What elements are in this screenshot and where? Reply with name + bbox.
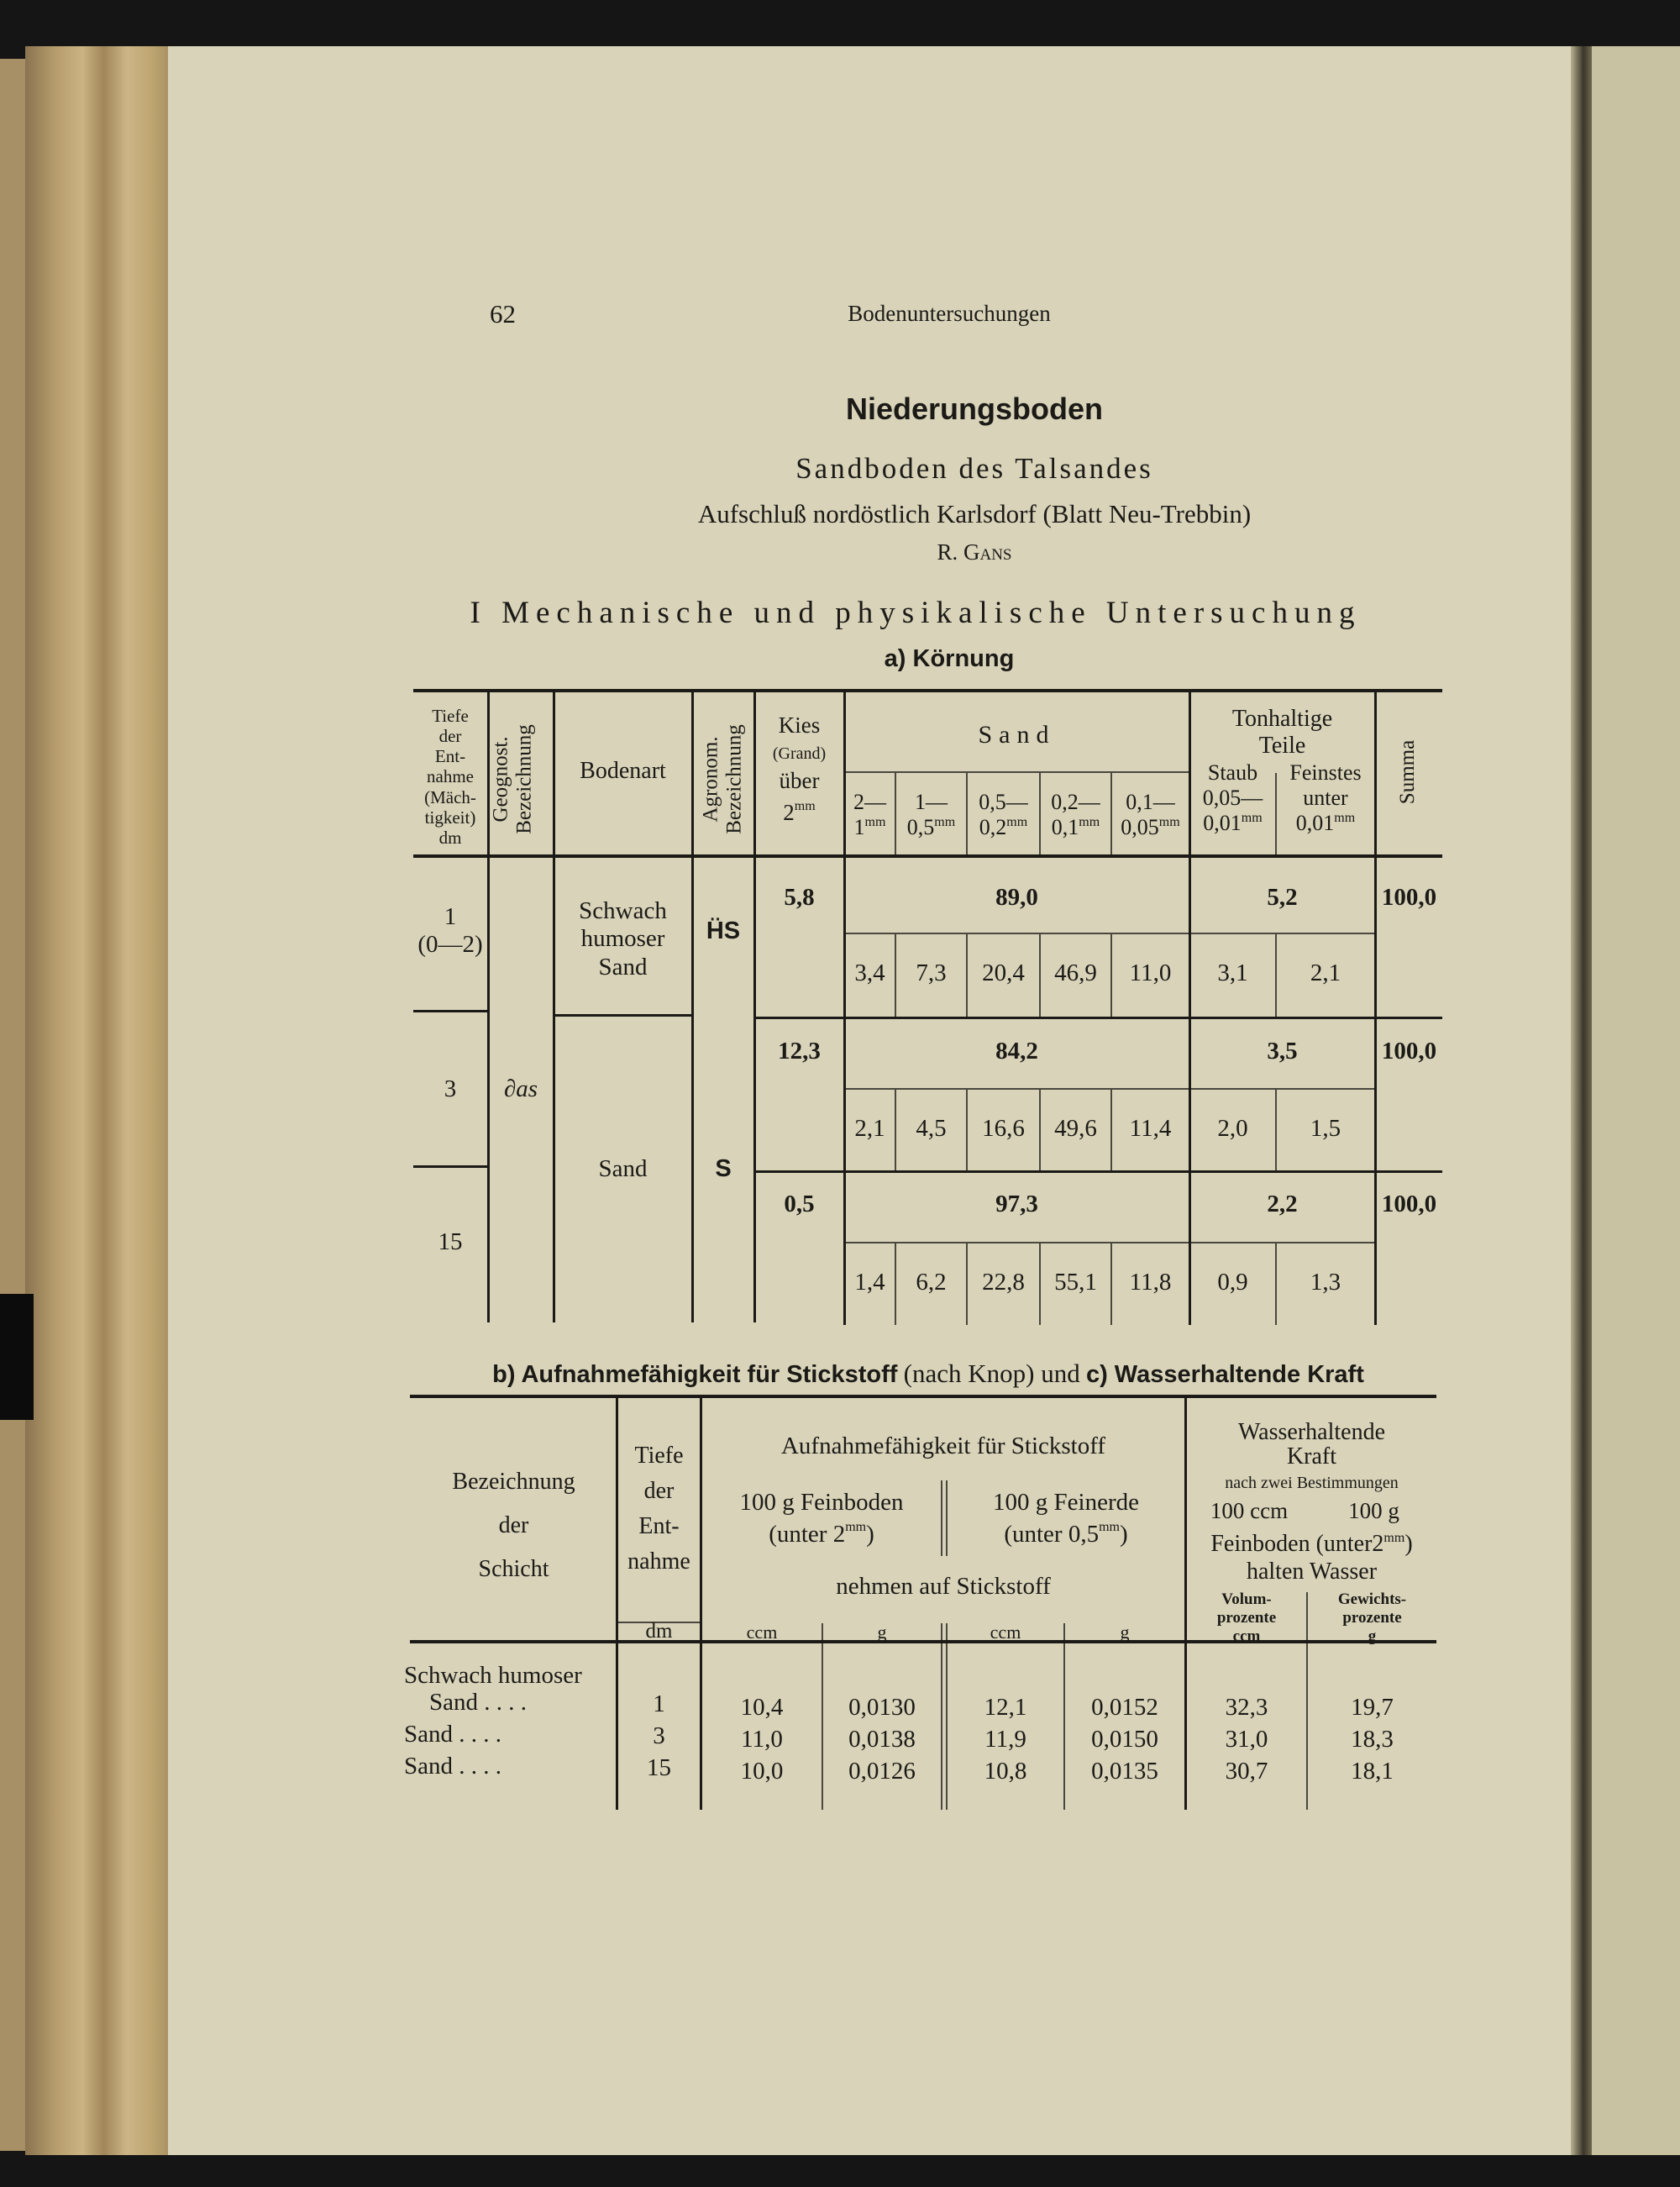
row1-agronom: ḦS: [706, 917, 741, 944]
page-title: Niederungsboden: [845, 392, 1104, 426]
row2-sand-4: 11,4: [1129, 1115, 1172, 1142]
section2-heading: b) Aufnahmefähigkeit für Stickstoff (nach Knop) und c) Wasserhaltende Kraft: [492, 1359, 1364, 1388]
row3-sand-0: 1,4: [854, 1269, 885, 1296]
t2-row2-name: Sand . . . .: [404, 1721, 501, 1748]
t2-row2-v2: 11,9: [984, 1726, 1026, 1753]
t2-row1-v1: 0,0130: [848, 1694, 916, 1721]
t2-row2-v3: 0,0150: [1091, 1726, 1158, 1753]
t2-row2-tiefe: 3: [653, 1722, 665, 1749]
header-sand-2-1: 2— $1^{mm}$: [853, 790, 886, 839]
t2-row1-v4: 32,3: [1225, 1694, 1268, 1721]
t2-row3-v3: 0,0135: [1091, 1758, 1158, 1785]
t2-row1-v5: 19,7: [1351, 1694, 1394, 1721]
header-sand-02-01: 0,2— $0,1^{mm}$: [1051, 790, 1100, 839]
book-page: [168, 46, 1571, 2155]
header-kies: Kies (Grand) über $2^{mm}$: [772, 712, 827, 825]
header-bodenart: Bodenart: [580, 758, 666, 784]
t2-header-bezeichnung: Bezeichnung der Schicht: [452, 1469, 575, 1582]
row3-sand-3: 55,1: [1054, 1269, 1097, 1296]
row1-sand-4: 11,0: [1129, 959, 1172, 986]
row2-agronom: S: [715, 1155, 732, 1182]
header-sand-1-05: 1— $0,5^{mm}$: [906, 790, 956, 839]
row2-ton-0: 2,0: [1217, 1115, 1248, 1142]
row1-sand-2: 20,4: [982, 959, 1025, 986]
t2-row1-v2: 12,1: [984, 1694, 1027, 1721]
header-sand: Sand: [978, 721, 1056, 749]
t2-header-feinerde: 100 g Feinerde (unter $0,5^{mm}$): [993, 1489, 1139, 1548]
geognost-value: ∂as: [503, 1075, 538, 1102]
t2-header-dm: dm: [645, 1620, 673, 1643]
row3-sand-total: 97,3: [995, 1191, 1038, 1217]
t2-unit-ccm-2: ccm: [990, 1622, 1021, 1643]
header-sand-05-02: 0,5— $0,2^{mm}$: [979, 790, 1028, 839]
right-page-edge: [1592, 46, 1680, 2155]
t2-row1-name: Schwach humoser Sand . . . .: [404, 1662, 582, 1716]
row2-sand-1: 4,5: [916, 1115, 947, 1142]
t2-unit-ccm-1: ccm: [746, 1622, 778, 1643]
t2-row2-v1: 0,0138: [848, 1726, 916, 1753]
t2-header-wasser: Wasserhaltende Kraft: [1238, 1419, 1385, 1470]
row1-ton-1: 2,1: [1310, 959, 1341, 986]
row2-bodenart: Sand: [598, 1155, 648, 1182]
t2-row3-tiefe: 15: [647, 1754, 671, 1781]
row1-summa: 100,0: [1381, 884, 1437, 911]
t2-row3-v0: 10,0: [740, 1758, 784, 1785]
row3-ton-0: 0,9: [1217, 1269, 1248, 1296]
row1-sand-3: 46,9: [1054, 959, 1097, 986]
header-sand-01-005: 0,1— $0,05^{mm}$: [1121, 790, 1180, 839]
row2-kies: 12,3: [778, 1038, 821, 1065]
header-summa: Summa: [1396, 739, 1419, 805]
binding-clip: [0, 1294, 34, 1420]
row1-ton-0: 3,1: [1217, 959, 1248, 986]
t2-header-feinboden: 100 g Feinboden (unter $2^{mm}$): [739, 1489, 904, 1548]
header-tiefe: Tiefe der Ent- nahme (Mäch- tigkeit) dm: [424, 706, 476, 848]
row3-sand-1: 6,2: [916, 1269, 947, 1296]
row3-kies: 0,5: [784, 1191, 815, 1217]
header-tonhaltige: Tonhaltige Teile: [1231, 706, 1333, 760]
row3-summa: 100,0: [1381, 1191, 1437, 1217]
header-geognost: Geognost. Bezeichnung: [489, 724, 535, 834]
t2-unit-g-1: g: [877, 1622, 887, 1643]
author: R. Gans: [937, 539, 1012, 565]
t2-header-volum: Volum- prozente ccm: [1216, 1590, 1277, 1645]
t2-header-wasser-note: nach zwei Bestimmungen: [1225, 1474, 1399, 1492]
header-feinstes: Feinstes unter $0,01^{mm}$: [1289, 760, 1362, 835]
row2-summa: 100,0: [1381, 1038, 1437, 1065]
t2-row2-v0: 11,0: [741, 1726, 783, 1753]
t2-header-aufnahme: Aufnahmefähigkeit für Stickstoff: [780, 1433, 1106, 1459]
t2-row2-v4: 31,0: [1225, 1726, 1268, 1753]
row3-tiefe: 15: [438, 1228, 463, 1255]
row1-tiefe: 1 (0—2): [417, 903, 483, 959]
row3-sand-4: 11,8: [1129, 1269, 1172, 1296]
row2-sand-3: 49,6: [1054, 1115, 1097, 1142]
running-title: Bodenuntersuchungen: [848, 301, 1051, 326]
t2-row3-v4: 30,7: [1225, 1758, 1268, 1785]
t2-row3-v5: 18,1: [1351, 1758, 1394, 1785]
row3-sand-2: 22,8: [982, 1269, 1025, 1296]
t2-row1-v3: 0,0152: [1091, 1694, 1158, 1721]
t2-header-100g: 100 g: [1348, 1498, 1399, 1523]
t2-row3-name: Sand . . . .: [404, 1753, 501, 1780]
t2-unit-g-2: g: [1120, 1622, 1130, 1643]
row1-bodenart: Schwach humoser Sand: [579, 897, 667, 980]
row1-sand-0: 3,4: [854, 959, 885, 986]
row1-kies: 5,8: [784, 884, 815, 911]
t2-header-feinboden-wasser: Feinboden $(unter2^{mm})$: [1210, 1531, 1413, 1557]
t2-row1-tiefe: 1: [653, 1690, 665, 1717]
row3-ton-total: 2,2: [1267, 1191, 1298, 1217]
subtitle: Sandboden des Talsandes: [795, 452, 1153, 485]
t2-header-nehmen: nehmen auf Stickstoff: [836, 1573, 1051, 1600]
header-staub: Staub 0,05— $0,01^{mm}$: [1202, 760, 1263, 835]
row2-ton-total: 3,5: [1267, 1038, 1298, 1065]
row2-ton-1: 1,5: [1310, 1115, 1341, 1142]
row1-sand-total: 89,0: [995, 884, 1038, 911]
row2-sand-total: 84,2: [995, 1038, 1038, 1065]
t2-row3-v1: 0,0126: [848, 1758, 916, 1785]
t2-row3-v2: 10,8: [984, 1758, 1027, 1785]
t2-row1-v0: 10,4: [740, 1694, 784, 1721]
section-subheading: a) Körnung: [884, 645, 1015, 672]
section-heading: I Mechanische und physikalische Untersuchung: [470, 596, 1362, 630]
header-agronom: Agronom. Bezeichnung: [699, 724, 745, 834]
t2-header-100ccm: 100 ccm: [1210, 1498, 1289, 1523]
t2-header-tiefe: Tiefe der Ent- nahme: [627, 1443, 690, 1575]
row2-tiefe: 3: [444, 1075, 457, 1102]
location-line: Aufschluß nordöstlich Karlsdorf (Blatt Neu-Trebbin): [697, 499, 1252, 528]
page-stack-edges: [25, 46, 189, 2155]
page-number: 62: [490, 299, 516, 329]
row1-sand-1: 7,3: [916, 959, 947, 986]
t2-header-halten: halten Wasser: [1246, 1559, 1378, 1585]
row3-ton-1: 1,3: [1310, 1269, 1341, 1296]
t2-header-gewicht: Gewichts- prozente g: [1337, 1590, 1407, 1645]
row2-sand-2: 16,6: [982, 1115, 1025, 1142]
t2-row2-v5: 18,3: [1351, 1726, 1394, 1753]
row1-ton-total: 5,2: [1267, 884, 1298, 911]
row2-sand-0: 2,1: [854, 1115, 885, 1142]
